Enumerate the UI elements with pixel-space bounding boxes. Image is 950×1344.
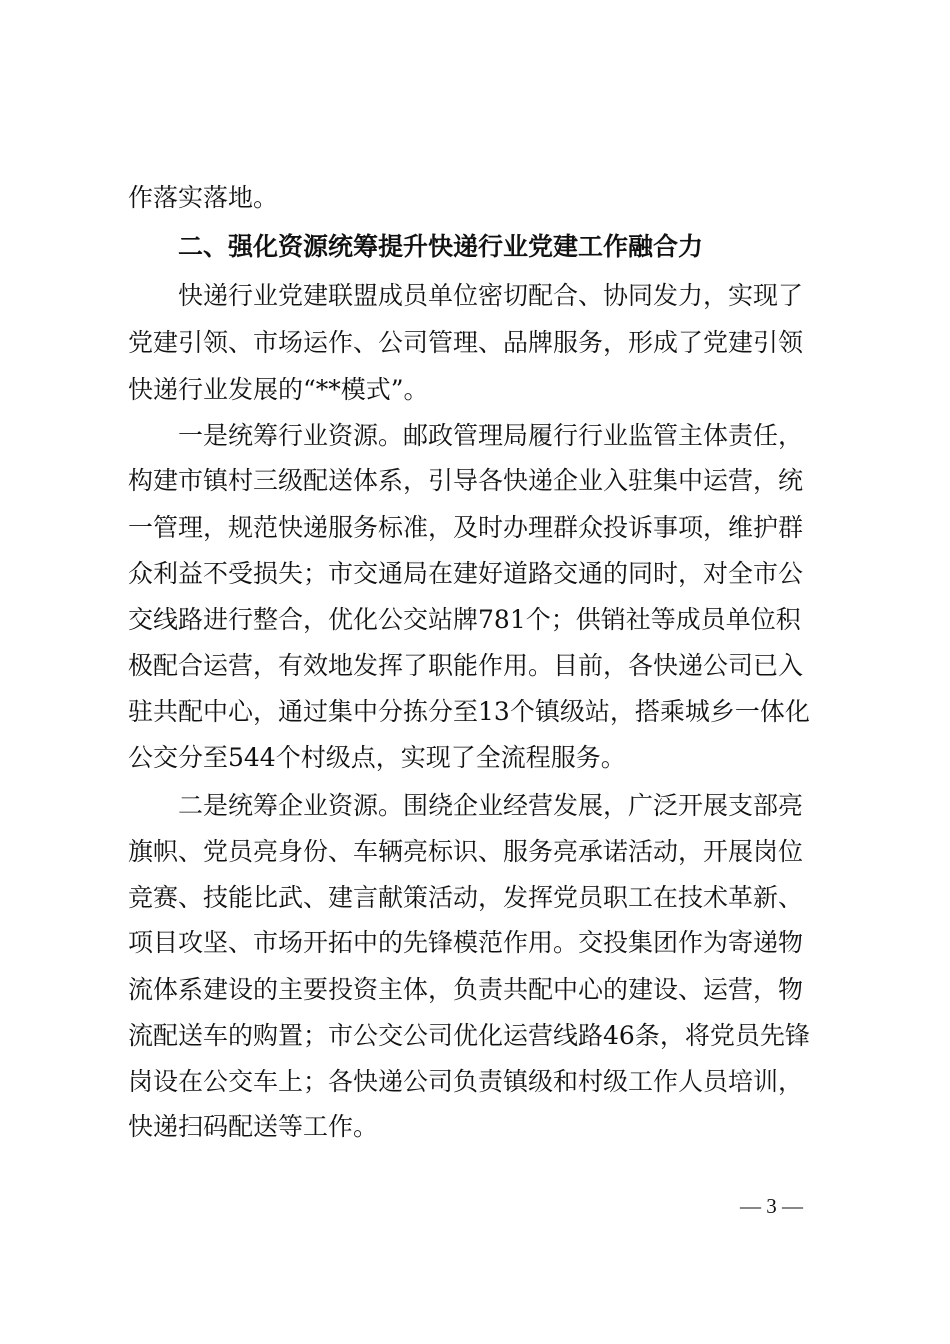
page-number: — 3 — [740, 1194, 803, 1218]
document-page: 作落实落地。 二、强化资源统筹提升快递行业党建工作融合力 快递行业党建联盟成员单位密切配合、协同发力，实现了 党建引领、市场运作、公司管理、品牌服务，形成了党建引领 快递行业发展的“**模式”。 一是统筹行业资源。邮政管理局履行行业监管主体责任， 构建市镇村三级配送体系，引导各快递企业入驻集中运营，统 一管理，规范快递服务标准，及时办理群众投诉事项，维护群 众利益不受损失；市交通局在建好道路交通的同时，对全市公 交线路进行整合，优化公交站牌781个；供销社等成员单位积 极配合运营，有效地发挥了职能作用。目前，各快递公司已入 驻共配中心，通过集中分拣分至13个镇级站，搭乘城乡一体化 公交分至544个村级点，实现了全流程服务。 二是统筹企业资源。围绕企业经营发展，广泛开展支部亮 旗帜、党员亮身份、车辆亮标识、服务亮承诺活动，开展岗位 竞赛、技能比武、建言献策活动，发挥党员职工在技术革新、 项目攻坚、市场开拓中的先锋模范作用。交投集团作为寄递物 流体系建设的主要投资主体，负责共配中心的建设、运营，物 流配送车的购置；市公交公司优化运营线路46条，将党员先锋 岗设在公交车上；各快递公司负责镇级和村级工作人员培训， 快递扫码配送等工作。 — 3 — [128, 183, 810, 1218]
